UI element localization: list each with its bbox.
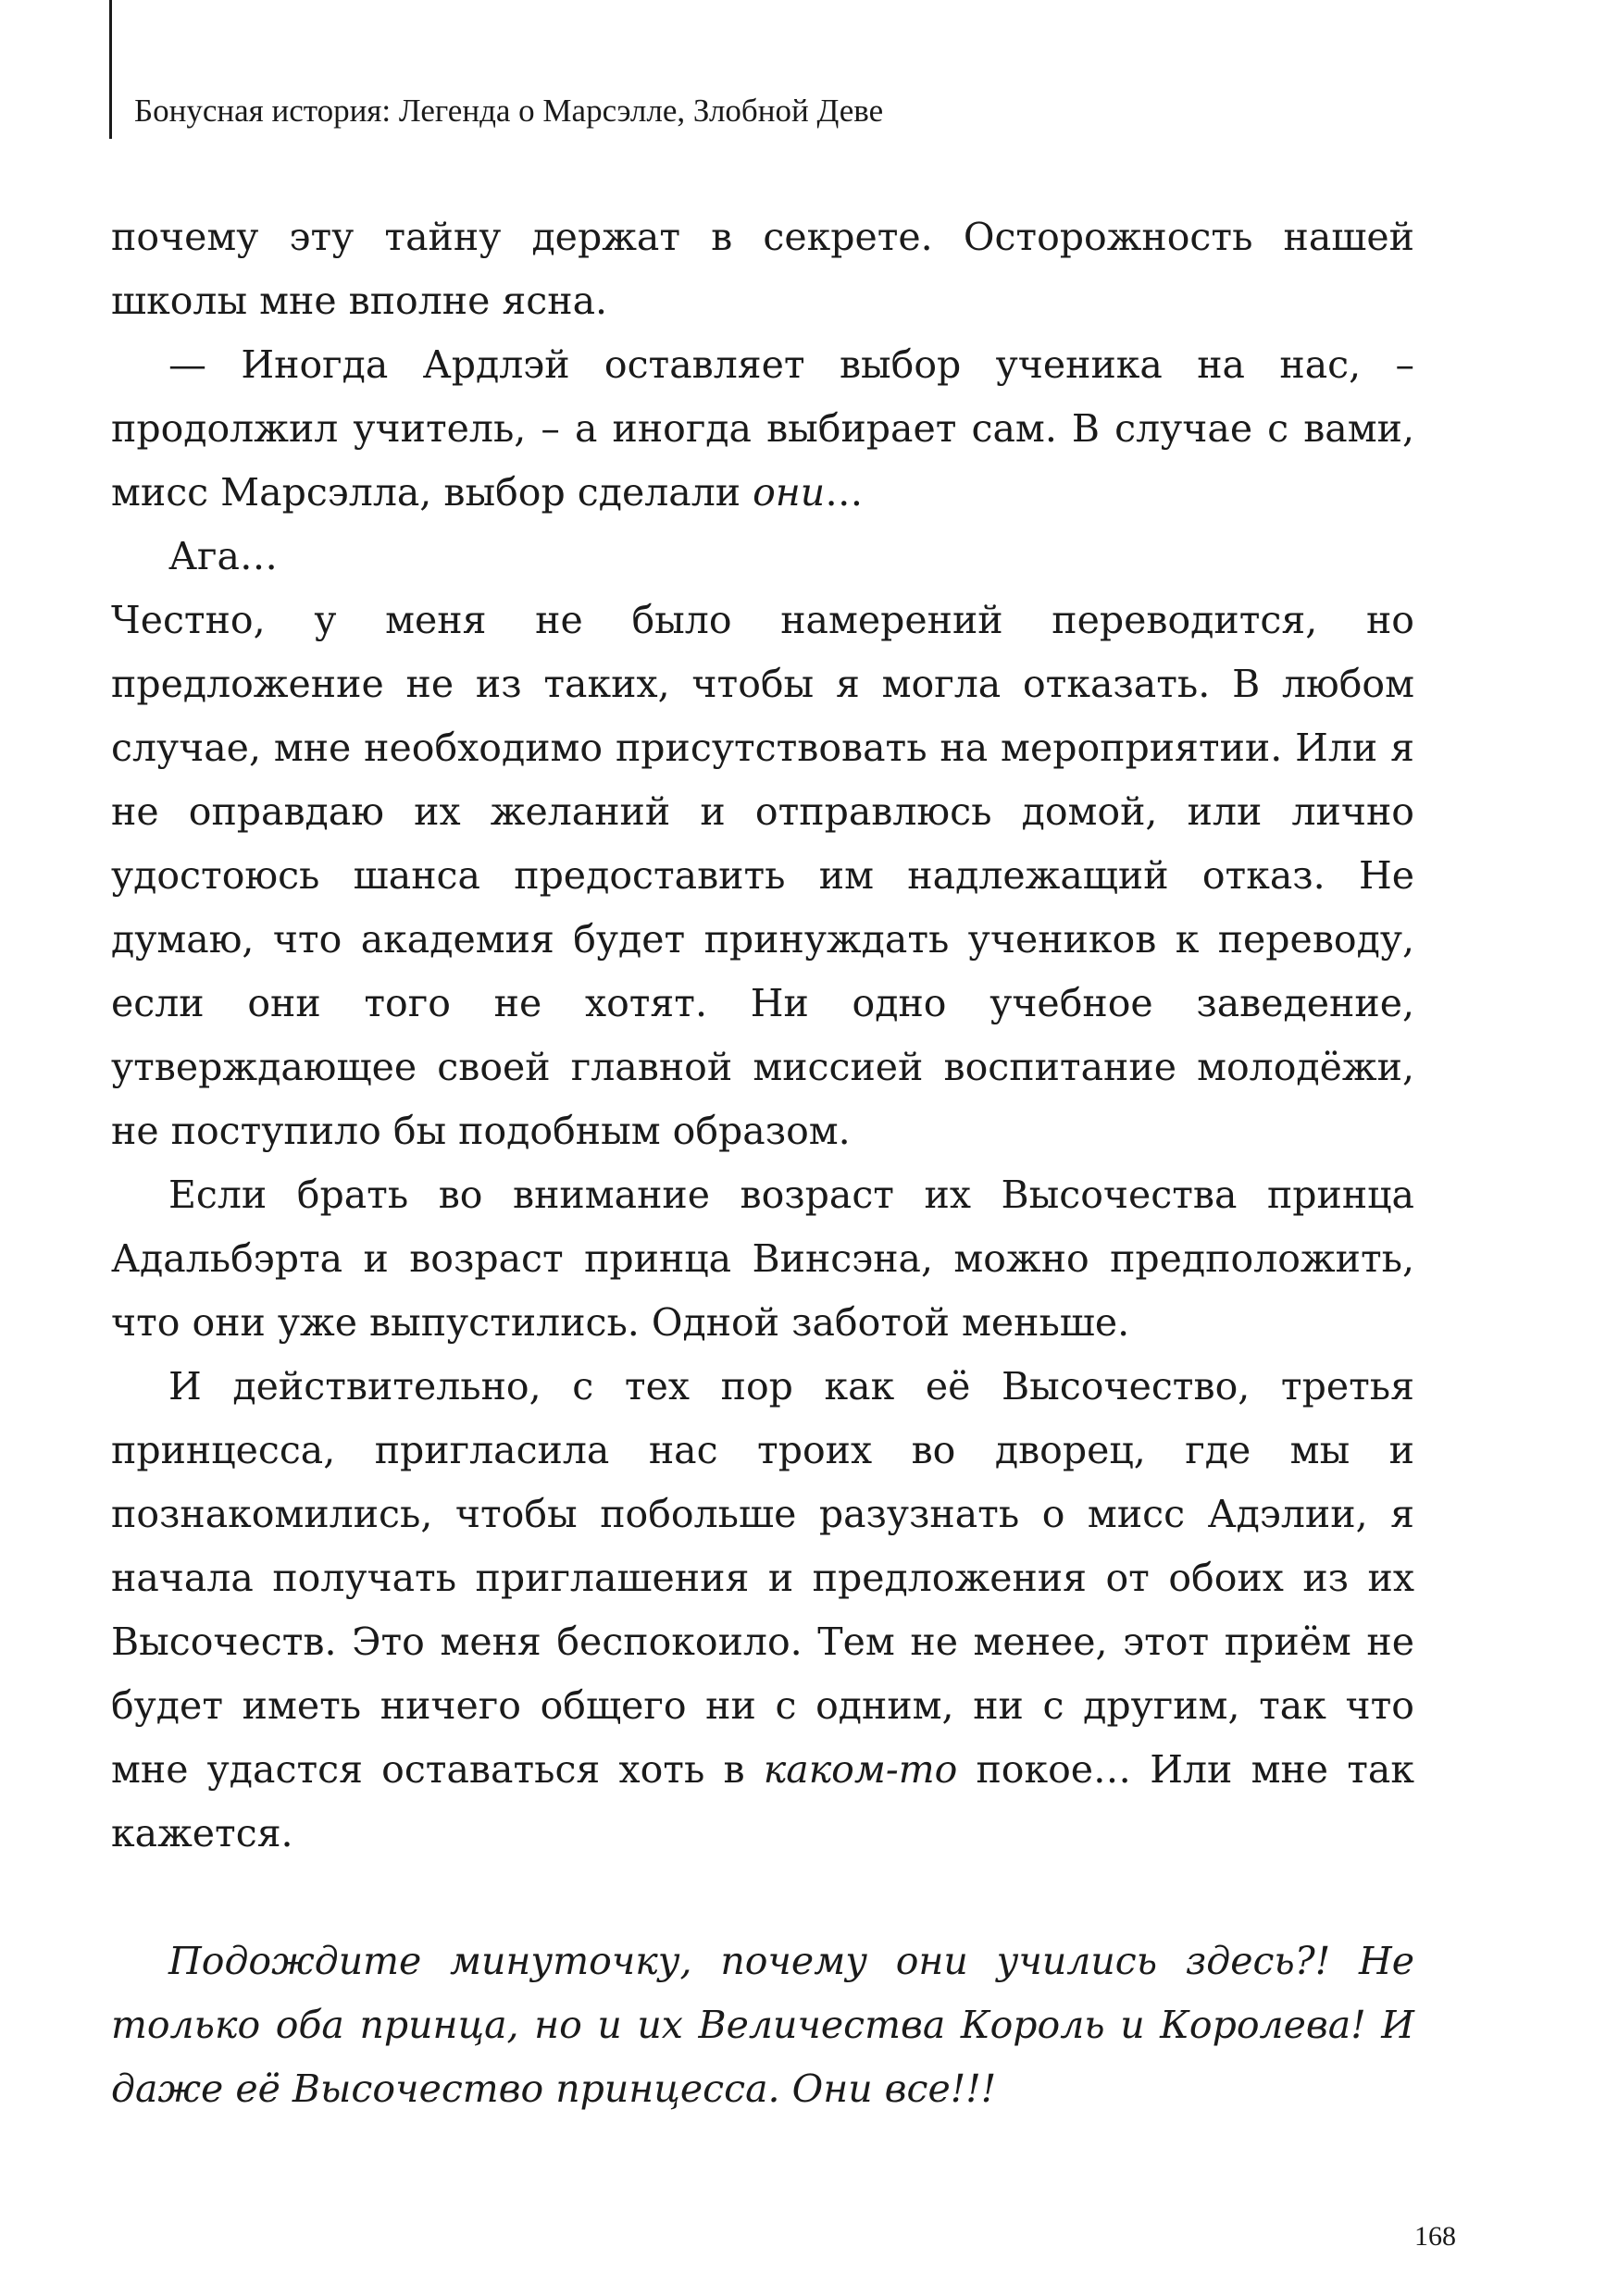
- paragraph-princes-age: Если брать во внимание возраст их Высочества принца Адальбэрта и возраст принца Винсэна, можно предположить, что они уже выпустились. Одной заботой меньше.: [111, 1173, 1414, 1345]
- dialogue-text: — Иногда Ардлэй оставляет выбор ученика на нас, – продолжил учитель, – а иногда выбирает сам. В случае с вами, мисс Марсэлла, выбор сделали: [111, 342, 1414, 515]
- emphasis-some: каком-то: [763, 1747, 958, 1792]
- emphasis-they: они: [753, 470, 826, 515]
- paragraph-dialogue: [111, 333, 1414, 525]
- paragraph-honestly: Честно, у меня не было намерений переводится, но предложение не из таких, чтобы я могла отказать. В любом случае, мне необходимо присутствовать на мероприятии. Или я не оправдаю их желаний и отправлюсь домой, или лично удостоюсь шанса предоставить им надлежащий отказ. Не думаю, что академия будет принуждать учеников к переводу, если они того не хотят. Ни одно учебное заведение, утверждающее своей главной миссией воспитание молодёжи, не поступило бы подобным образом.: [111, 598, 1414, 1153]
- paragraph-continuation: почему эту тайну держат в секрете. Осторожность нашей школы мне вполне ясна.: [111, 215, 1414, 323]
- paragraph-aha: Ага…: [168, 534, 278, 578]
- dialogue-ellipsis: …: [825, 470, 864, 515]
- running-header: [109, 0, 884, 139]
- page-body: [111, 205, 1414, 2121]
- invitations-text: И действительно, с тех пор как её Высочество, третья принцесса, пригласила нас троих во дворец, где мы и познакомились, чтобы побольше разузнать о мисс Адэлии, я начала получать приглашения и предложения от обоих из их Высочеств. Это меня беспокоило. Тем не менее, этот приём не будет иметь ничего общего ни с одним, ни с другим, так что мне удастся оставаться хоть в: [111, 1364, 1414, 1792]
- invitations-end: покое… Или мне так кажется.: [111, 1747, 1415, 1855]
- running-header-title: Бонусная история: Легенда о Марсэлле, Злобной Деве: [134, 93, 884, 129]
- page-number: 168: [1414, 2221, 1456, 2252]
- paragraph-closing-thought: Подождите минуточку, почему они учились здесь?! Не только оба принца, но и их Величества Король и Королева! И даже её Высочество принцесса. Они все!!!: [111, 1939, 1414, 2111]
- paragraph-invitations: [111, 1355, 1414, 1866]
